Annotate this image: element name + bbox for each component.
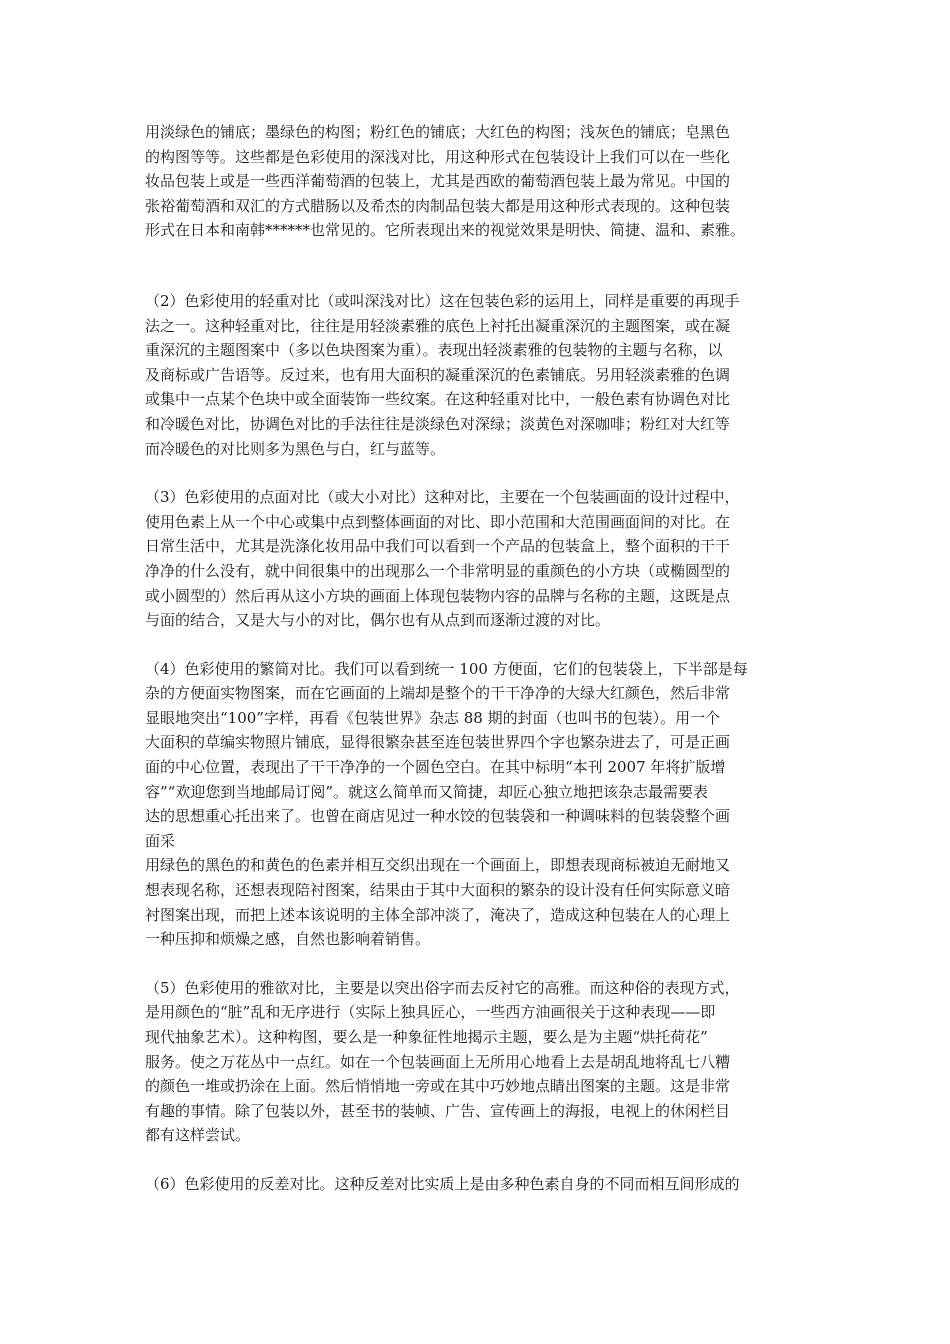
paragraph-3 (145, 485, 825, 633)
text-line: 法之一。这种轻重对比，往往是用轻淡素雅的底色上衬托出凝重深沉的主题图案，或在凝 (145, 316, 731, 335)
paragraph-spacer (145, 1148, 825, 1172)
text-line: 日常生活中，尤其是洗涤化妆用品中我们可以看到一个产品的包装盒上，整个面积的干干 (145, 537, 731, 556)
text-line: 一种压抑和烦燥之感，自然也影响着销售。 (145, 930, 431, 949)
text-line: 用淡绿色的铺底；墨绿色的构图；粉红色的铺底；大红色的构图；浅灰色的铺底；皂黑色 (145, 123, 731, 141)
text-line: 或小圆型的）然后再从这小方块的画面上体现包装物内容的品牌与名称的主题，这既是点 (145, 586, 731, 605)
paragraph-4 (145, 657, 825, 952)
text-line: 或集中一点某个色块中或全面装饰一些纹案。在这种轻重对比中，一般色素有协调色对比 (145, 390, 731, 409)
text-line: 面的中心位置，表现出了干干净净的一个圆色空白。在其中标明“本刊 2007 年将扩版增 (145, 758, 726, 777)
paragraph-2 (145, 289, 825, 461)
paragraph-5 (145, 976, 825, 1148)
text-line: 有趣的事情。除了包装以外，甚至书的装帧、广告、宣传画上的海报，电视上的休闲栏目 (145, 1101, 731, 1120)
text-line: 都有这样尝试。 (145, 1126, 251, 1145)
paragraph-1 (145, 120, 825, 243)
paragraph-spacer (145, 952, 825, 976)
text-line: 张裕葡萄酒和双汇的方式腊肠以及希杰的肉制品包装大都是用这种形式表现的。这种包装 (145, 196, 731, 215)
paragraph-spacer (145, 243, 825, 289)
text-line: 现代抽象艺术）。这种构图，要么是一种象征性地揭示主题，要么是为主题“烘托荷花” (145, 1028, 708, 1046)
text-line: 的颜色一堆或扔涂在上面。然后悄悄地一旁或在其中巧妙地点睛出图案的主题。这是非常 (145, 1077, 731, 1096)
text-line: 而冷暖色的对比则多为黑色与白，红与蓝等。 (145, 439, 446, 458)
text-line: 想表现名称，还想表现陪衬图案，结果由于其中大面积的繁杂的设计没有任何实际意义暗 (145, 881, 731, 900)
text-line: （5）色彩使用的雅欲对比，主要是以突出俗字而去反衬它的高雅。而这种俗的表现方式， (145, 978, 740, 997)
paragraph-spacer (145, 461, 825, 485)
text-line: 是用颜色的“脏”乱和无序进行（实际上独具匠心，一些西方油画很关于这种表现——即 (145, 1003, 716, 1022)
text-line: 容”“欢迎您到当地邮局订阅”。就这么简单而又简捷，却匠心独立地把该杂志最需要表 (145, 782, 709, 801)
text-line: 重深沉的主题图案中（多以色块图案为重）。表现出轻淡素雅的包装物的主题与名称，以 (145, 341, 723, 360)
text-line: （6）色彩使用的反差对比。这种反差对比实质上是由多种色素自身的不同而相互间形成的 (145, 1174, 740, 1193)
paragraph-spacer (145, 633, 825, 657)
text-line: （2）色彩使用的轻重对比（或叫深浅对比）这在包装色彩的运用上，同样是重要的再现手 (145, 291, 740, 310)
text-line: 显眼地突出“100”字样，再看《包装世界》杂志 88 期的封面（也叫书的包装）。用一个 (145, 708, 721, 727)
document-page (145, 120, 825, 1197)
text-line: 及商标或广告语等。反过来，也有用大面积的凝重深沉的色素铺底。另用轻淡素雅的色调 (145, 365, 731, 384)
text-line: 的构图等等。这些都是色彩使用的深浅对比，用这种形式在包装设计上我们可以在一些化 (145, 147, 731, 166)
text-line: 达的思想重心托出来了。也曾在商店见过一种水饺的包装袋和一种调味料的包装袋整个画 (145, 807, 731, 826)
text-line: 妆品包装上或是一些西洋葡萄酒的包装上，尤其是西欧的葡萄酒包装上最为常见。中国的 (145, 172, 731, 191)
text-line: 面采 (145, 831, 176, 850)
text-line: 服务。使之万花丛中一点红。如在一个包装画面上无所用心地看上去是胡乱地将乱七八糟 (145, 1052, 731, 1071)
text-line: （4）色彩使用的繁简对比。我们可以看到统一 100 方便面，它们的包装袋上，下半部是每 (145, 659, 748, 678)
text-line: 形式在日本和南韩******也常见的。它所表现出来的视觉效果是明快、简捷、温和、素雅。 (145, 221, 746, 240)
text-line: 使用色素上从一个中心或集中点到整体画面的对比、即小范围和大范围画面间的对比。在 (145, 512, 731, 531)
text-line: 净净的什么没有，就中间很集中的出现那么一个非常明显的重颜色的小方块（或椭圆型的 (145, 561, 731, 580)
text-line: 用绿色的黑色的和黄色的色素并相互交织出现在一个画面上，即想表现商标被迫无耐地又 (145, 856, 731, 875)
text-line: 杂的方便面实物图案，而在它画面的上端却是整个的干干净净的大绿大红颜色，然后非常 (145, 684, 731, 703)
text-line: 衬图案出现，而把上述本该说明的主体全部冲淡了，淹决了，造成这种包装在人的心理上 (145, 905, 731, 924)
text-line: 与面的结合，又是大与小的对比，偶尔也有从点到而逐渐过渡的对比。 (145, 611, 611, 630)
text-line: 和冷暖色对比，协调色对比的手法往往是淡绿色对深绿；淡黄色对深咖啡；粉红对大红等 (145, 414, 731, 433)
text-line: （3）色彩使用的点面对比（或大小对比）这种对比，主要在一个包装画面的设计过程中， (145, 488, 740, 507)
paragraph-6 (145, 1172, 825, 1197)
text-line: 大面积的草编实物照片铺底，显得很繁杂甚至连包装世界四个字也繁杂进去了，可是正画 (145, 733, 731, 752)
